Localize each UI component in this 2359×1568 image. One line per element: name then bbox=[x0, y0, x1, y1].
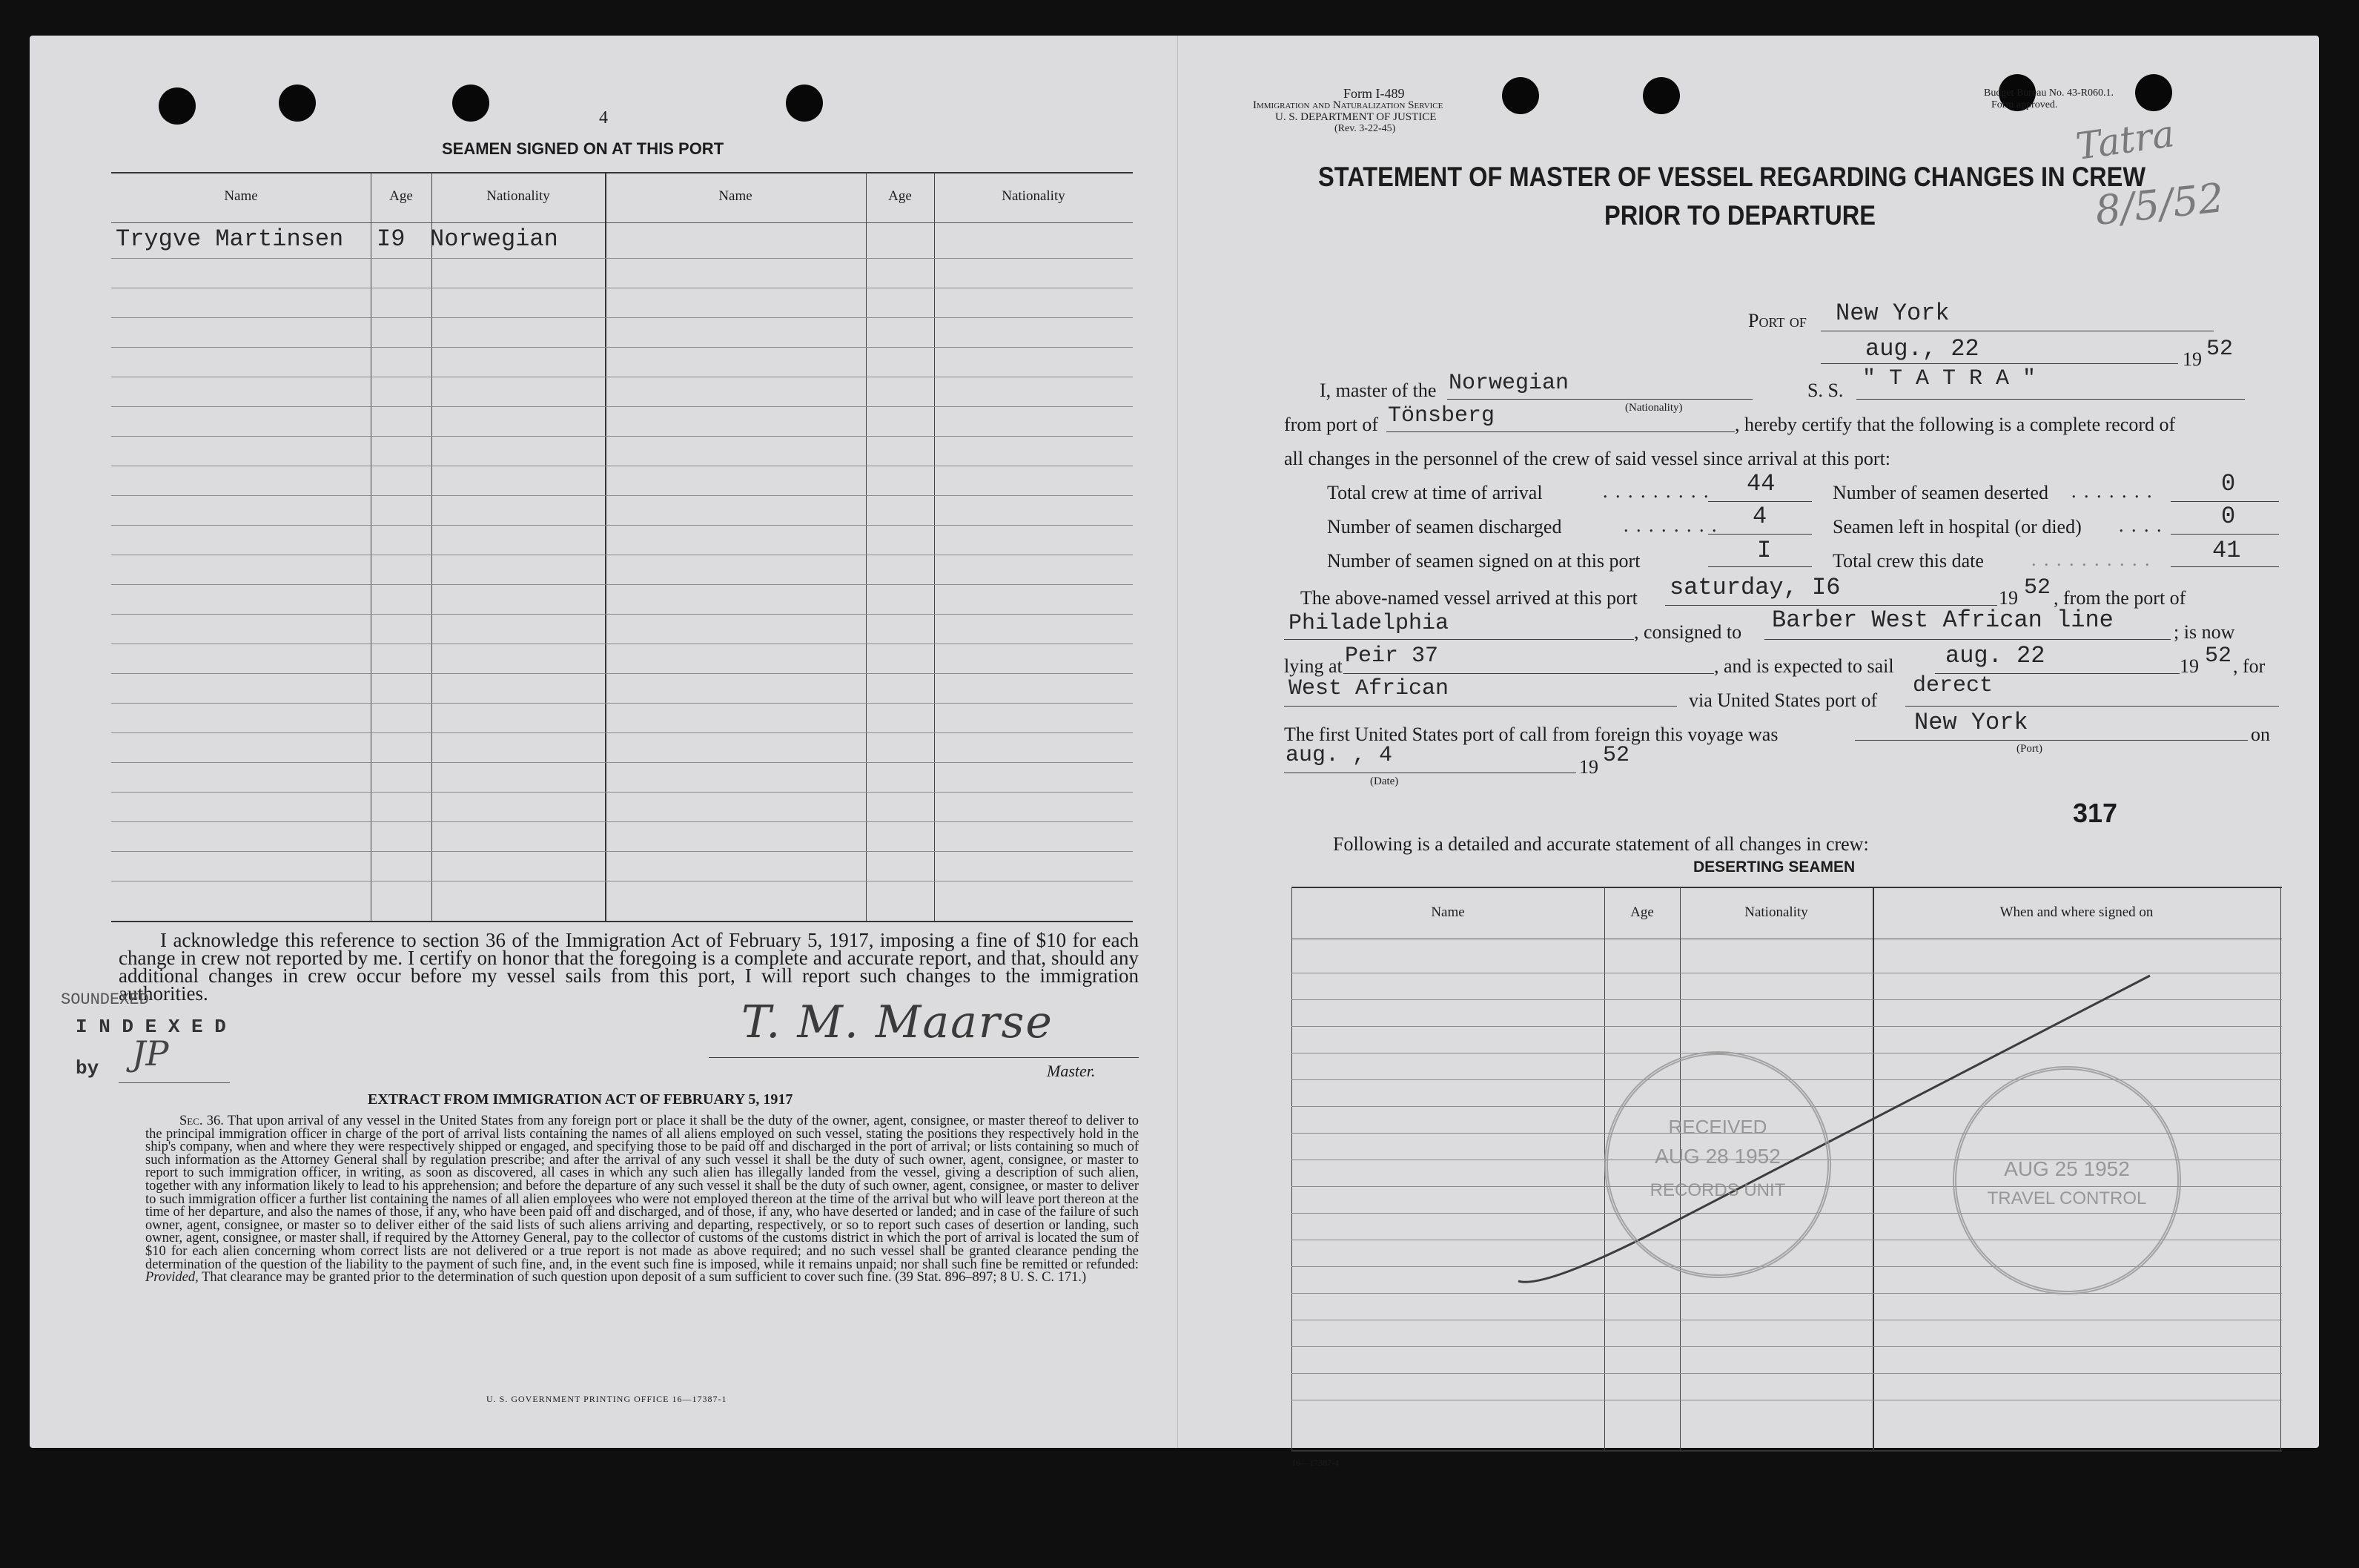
deserting-title: DESERTING SEAMEN bbox=[1693, 859, 1856, 876]
ss-label: S. S. bbox=[1807, 380, 1844, 401]
signed-on-label: Number of seamen signed on at this port bbox=[1327, 550, 1641, 572]
statement-date: aug., 22 bbox=[1865, 335, 1979, 363]
deserted-value: 0 bbox=[2221, 470, 2236, 497]
extract-section-label: Sec. 36. bbox=[179, 1114, 224, 1128]
first-port-date: aug. , 4 bbox=[1286, 743, 1393, 768]
lying-at-value: Peir 37 bbox=[1345, 644, 1439, 669]
first-port-year-prefix: 19 bbox=[1579, 756, 1598, 778]
destination-value: West African bbox=[1288, 676, 1449, 701]
form-title-line-1: STATEMENT OF MASTER OF VESSEL REGARDING CHANGES IN CREW bbox=[1318, 162, 2146, 192]
from-port-value: Tönsberg bbox=[1388, 403, 1495, 429]
first-port-year: 52 bbox=[1603, 743, 1630, 768]
consigned-to-label: , consigned to bbox=[1634, 621, 1742, 643]
deserted-label: Number of seamen deserted bbox=[1833, 482, 2048, 503]
col-header-name: Name bbox=[224, 188, 258, 204]
statement-year-prefix: 19 bbox=[2183, 348, 2202, 370]
stamped-number: 317 bbox=[2073, 798, 2118, 828]
budget-line-2: Form approved. bbox=[1991, 99, 2058, 110]
master-signature: T. M. Maarse bbox=[741, 996, 1053, 1048]
acknowledgement-text: I acknowledge this reference to section 36 of the Immigration Act of February 5, 1917, imposing a fine of $10 for each change in crew not reported by me. I certify on honor that the foregoing is a complete and accurate report, and that, should any additional changes in crew occur before my vessel sails from this port, I will report such changes to the immigration authorities. bbox=[119, 929, 1139, 1005]
received-stamp-line-1: RECEIVED bbox=[1668, 1116, 1767, 1138]
col-header-nationality: Nationality bbox=[1744, 904, 1808, 920]
from-port-label: from port of bbox=[1284, 414, 1379, 435]
table-row-nationality: Norwegian bbox=[430, 225, 558, 253]
consignee-value: Barber West African line bbox=[1772, 606, 2114, 634]
port-caption: (Port) bbox=[2016, 743, 2042, 755]
discharged-label: Number of seamen discharged bbox=[1327, 516, 1562, 537]
first-port-label: The first United States port of call from foreign this voyage was bbox=[1284, 724, 1779, 745]
document-sheet: 4 SEAMEN SIGNED ON AT THIS PORT Name Age Nationality Name Age Nationality Trygve Martinsen I9 Norwegian I acknowledge this reference to section 36 of the Immigration Act of February 5, 1917, imposing a fine of $10 for each change in crew not reported by me. I certify on honor that the foregoing is a complete and accurate report, and that, should any additional changes in crew occur before my vessel sails from this port, I will report such changes to the immigration authorities. SOUNDEXED I N D E X E D by JP T. M. Maarse Master. EXTRACT FROM IMMIGRATION ACT OF FEBRUARY 5, 1917 Sec. 36. That upon arrival of any vessel in the United States from any foreign port or place it shall be the duty of the owner, agent, consignee, or master thereof to deliver to the principal immigration officer in charge of the port of arrival lists containing the names of all aliens employed on such vessel, stating the positions they respectively hold in the ship's company, when and where they were respectively shipped or engaged, and specifying those to be paid off and discharged in the port of arrival; or lists containing so much of such information as the Attorney General shall by regulation prescribe; and after the arrival of any such vessel it shall be the duty of such owner, agent, consignee, or master to report to such immigration officer, in writing, as soon as discovered, all cases in which any such alien has illegally landed from the vessel, giving a description of such alien, together with any information likely to lead to his apprehension; and before the departure of any such vessel it shall be the duty of such owner, agent, consignee, or master to deliver to such immigration officer a further list containing the names of all alien employees who were not employed thereon at the time of the arrival but who will leave port thereon at the time of her departure, and also the names of those, if any, who have been paid off and discharged, and of those, if any, who have deserted or landed; and in case of the failure of such owner, agent, consignee, or master so to deliver either of the said lists of such aliens arriving and departing, respectively, or so to report such cases of desertion or landing, such owner, agent, consignee, or master shall, if required by the Attorney General, pay to the collector of customs of the customs district in which the port of arrival is located the sum of $10 for each alien concerning whom correct lists are not delivered or a true report is not made as above required; and no such vessel shall be granted clearance pending the determination of the question of the liability to the payment of such fine, and, in the event such fine is imposed, while it remains unpaid; nor shall such fine be remitted or refunded: Provided, That clearance may be granted prior to the determination of such question upon deposit of a sum sufficient to cover such fine. (39 Stat. 896–897; 8 U. S. C. 171.) U. S. GOVERNMENT PRINTING OFFICE 16—17387-1 Form I-489 Immigration and Naturalization Service U. S. DEPARTMENT OF JUSTICE (Rev. 3-22-45) Budget Bureau No. 43-R060.1. Form approved. Tatra 8/5/52 STATEMENT OF MASTER OF VESSEL REGARDING CHANGES IN CREW PRIOR TO DEPARTURE Port of New York aug., 22 19 52 I, master of the Norwegian (Nationality) S. S. " T A T R A " from port of Tönsberg , hereby certify that the following is a complete record of all changes in the personnel of the crew of said vessel since arrival at this port: Total crew at time of arrival . . . . . . . . . 44 Number of seamen deserted . . . . . . . 0 Number of seamen discharged . . . . . . . . 4 Seamen left in hospital (or died) . . . . 0 Number of seamen signed on at this port I Total crew this date . . . . . . . . . . 41 The above-named vessel arrived at this port saturday, I6 19 52 , from the port of Philadelphia , consigned to Barber West African line ; is now lying at Peir 37 , and is expected to sail aug. 22 19 52 , for West African via United States port of derect The first United States port of call from foreign this voyage was New York (Port) on aug. , 4 (Date) 19 52 317 Following is a detailed and accurate statement of all changes in crew: DESERTING SEAMEN Name Age Nationality When and where signed on RECEIVED AUG 28 1952 RECORDS UNIT AUG 25 1952 TRAVEL CONTROL 16—17387-4 bbox=[30, 36, 2319, 1448]
agency-line-1: Immigration and Naturalization Service bbox=[1253, 99, 1443, 111]
soundexed-stamp: SOUNDEXED bbox=[61, 990, 149, 1009]
handwritten-date: 8/5/52 bbox=[2093, 174, 2226, 234]
nationality-caption: (Nationality) bbox=[1625, 402, 1683, 414]
arrived-year-prefix: 19 bbox=[1999, 587, 2018, 609]
origin-port: Philadelphia bbox=[1288, 611, 1449, 636]
section-title: SEAMEN SIGNED ON AT THIS PORT bbox=[442, 139, 724, 158]
received-stamp-line-2: AUG 28 1952 bbox=[1655, 1145, 1781, 1168]
on-label: on bbox=[2251, 724, 2270, 745]
right-printer-line: 16—17387-4 bbox=[1291, 1458, 1339, 1468]
agency-line-2: U. S. DEPARTMENT OF JUSTICE bbox=[1275, 111, 1437, 123]
col-header-name: Name bbox=[718, 188, 752, 204]
from-the-port-label: , from the port of bbox=[2054, 587, 2186, 609]
agency-line-3: (Rev. 3-22-45) bbox=[1334, 123, 1396, 134]
expected-to-sail-label: , and is expected to sail bbox=[1714, 655, 1894, 677]
total-date-label: Total crew this date bbox=[1833, 550, 1984, 572]
total-arrival-label: Total crew at time of arrival bbox=[1327, 482, 1543, 503]
received-stamp bbox=[1604, 1051, 1831, 1278]
col-header-age: Age bbox=[1630, 904, 1654, 920]
via-value: derect bbox=[1913, 673, 1994, 698]
extract-tail: That clearance may be granted prior to the determination of such question upon deposit of a sum sufficient to cover such fine. (39 Stat. 896–897; 8 U. S. C. 171.) bbox=[202, 1270, 1087, 1286]
following-text: Following is a detailed and accurate statement of all changes in crew: bbox=[1333, 833, 1869, 855]
total-arrival-value: 44 bbox=[1747, 470, 1776, 497]
form-number: Form I-489 bbox=[1343, 86, 1405, 101]
hospital-value: 0 bbox=[2221, 503, 2236, 530]
lying-at-label: lying at bbox=[1284, 655, 1343, 677]
port-label: Port of bbox=[1748, 310, 1807, 331]
received-stamp-line-3: RECORDS UNIT bbox=[1650, 1180, 1786, 1200]
arrived-year: 52 bbox=[2024, 575, 2051, 601]
col-header-age: Age bbox=[389, 188, 413, 204]
sail-year: 52 bbox=[2205, 644, 2232, 669]
hospital-label: Seamen left in hospital (or died) bbox=[1833, 516, 2082, 537]
left-printer-line: U. S. GOVERNMENT PRINTING OFFICE 16—17387-1 bbox=[486, 1394, 727, 1404]
indexed-stamp: I N D E X E D bbox=[76, 1016, 226, 1038]
col-header-nationality: Nationality bbox=[486, 188, 550, 204]
col-header-nationality: Nationality bbox=[1002, 188, 1065, 204]
all-changes-text: all changes in the personnel of the crew of said vessel since arrival at this port: bbox=[1284, 448, 1891, 469]
first-port-value: New York bbox=[1914, 709, 2028, 736]
budget-line-1: Budget Bureau No. 43-R060.1. bbox=[1984, 87, 2114, 99]
travel-control-stamp bbox=[1953, 1066, 2181, 1294]
table-row-name: Trygve Martinsen bbox=[116, 225, 344, 253]
certify-text: , hereby certify that the following is a complete record of bbox=[1735, 414, 2176, 435]
statement-year-suffix: 52 bbox=[2206, 337, 2234, 362]
extract-text: That upon arrival of any vessel in the United States from any foreign port or place it shall be the duty of the owner, agent, consignee, or master thereof to deliver to the principal immigration officer in charge of the port of arrival lists containing the names of all aliens employed on such vessel, stating the positions they respectively hold in the ship's company, when and where they were respectively shipped or engaged, and specifying those to be paid off and discharged in the port of arrival; or lists containing so much of such information as the Attorney General shall by regulation prescribe; and after the arrival of any such vessel it shall be the duty of such owner, agent, consignee, or master to report to such immigration officer, in writing, as soon as discovered, all cases in which any such alien has illegally landed from the vessel, giving a description of such alien, together with any information likely to lead to his apprehension; and before the departure of any such vessel it shall be the duty of such owner, agent, consignee, or master to deliver to such immigration officer a further list containing the names of all alien employees who were not employed thereon at the time of the arrival but who will leave port thereon at the time of her departure, and also the names of those, if any, who have been paid off and discharged, and of those, if any, who have deserted or landed; and in case of the failure of such owner, agent, consignee, or master so to deliver either of the said lists of such aliens arriving and departing, respectively, or so to report such cases of desertion or landing, such owner, agent, consignee, or master shall, if required by the Attorney General, pay to the collector of customs of the customs district in which the port of arrival is located the sum of $10 for each alien concerning whom correct lists are not delivered or a true report is not made as above required; and no such vessel shall be granted clearance pending the determination of the question of the liability to the payment of such fine, and, in the event such fine is imposed, while it remains unpaid; nor shall such fine be remitted or refunded: bbox=[145, 1114, 1139, 1272]
total-date-value: 41 bbox=[2212, 537, 2241, 564]
col-header-signed-on: When and where signed on bbox=[1999, 904, 2154, 920]
port-value: New York bbox=[1836, 300, 1950, 327]
via-label: via United States port of bbox=[1689, 689, 1878, 711]
sail-year-prefix: 19 bbox=[2180, 655, 2199, 677]
for-label: , for bbox=[2233, 655, 2266, 677]
vessel-name: " T A T R A " bbox=[1862, 366, 2037, 391]
travel-control-stamp-line-1: AUG 25 1952 bbox=[2004, 1157, 2130, 1180]
date-caption: (Date) bbox=[1370, 775, 1399, 787]
col-header-name: Name bbox=[1431, 904, 1465, 920]
col-header-age: Age bbox=[888, 188, 912, 204]
travel-control-stamp-line-2: TRAVEL CONTROL bbox=[1987, 1188, 2147, 1208]
extract-provided: Provided, bbox=[145, 1270, 199, 1286]
page-number: 4 bbox=[599, 108, 608, 128]
nationality-value: Norwegian bbox=[1449, 371, 1569, 396]
handwritten-ship-name: Tatra bbox=[2073, 112, 2177, 168]
form-title-line-2: PRIOR TO DEPARTURE bbox=[1604, 200, 1876, 231]
master-label: Master. bbox=[1047, 1062, 1096, 1080]
arrived-label: The above-named vessel arrived at this port bbox=[1300, 587, 1638, 609]
discharged-value: 4 bbox=[1753, 503, 1767, 530]
extract-title: EXTRACT FROM IMMIGRATION ACT OF FEBRUARY 5, 1917 bbox=[368, 1091, 793, 1108]
signed-on-value: I bbox=[1757, 537, 1772, 564]
indexed-by-initials: JP bbox=[132, 1033, 169, 1074]
by-label: by bbox=[76, 1057, 99, 1079]
is-now-label: ; is now bbox=[2174, 621, 2235, 643]
table-row-age: I9 bbox=[377, 225, 406, 253]
sail-date: aug. 22 bbox=[1945, 642, 2045, 669]
arrived-value: saturday, I6 bbox=[1670, 574, 1841, 601]
master-of-label: I, master of the bbox=[1320, 380, 1437, 401]
